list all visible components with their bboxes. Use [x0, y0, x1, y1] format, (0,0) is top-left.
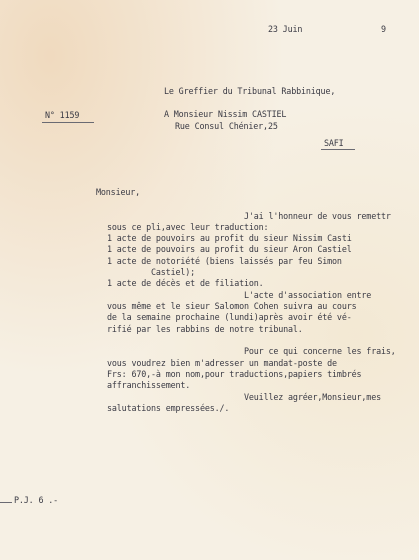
body-line: sous ce pli,avec leur traduction: — [107, 222, 269, 232]
sender-line: Le Greffier du Tribunal Rabbinique, — [164, 86, 336, 96]
reference-underline — [42, 122, 94, 123]
body-line: vous voudrez bien m'adresser un mandat-poste de — [107, 358, 337, 368]
body-line: Veuillez agréer,Monsieur,mes — [244, 392, 381, 402]
recipient-name: A Monsieur Nissim CASTIEL — [164, 109, 287, 119]
enclosure-note: P.J. 6 .- — [14, 495, 59, 505]
body-line: J'ai l'honneur de vous remettr — [244, 211, 391, 221]
body-line: 1 acte de pouvoirs au profit du sieur Nissim Casti — [107, 233, 352, 243]
body-line: 1 acte de pouvoirs au profit du sieur Aron Castiel — [107, 244, 352, 254]
body-line: 1 acte de décès et de filiation. — [107, 278, 264, 288]
city-underline — [321, 149, 355, 150]
page-number: 9 — [381, 24, 386, 34]
recipient-street: Rue Consul Chénier,25 — [175, 121, 278, 131]
body-line: L'acte d'association entre — [244, 290, 372, 300]
letter-date: 23 Juin — [268, 24, 303, 34]
body-line: vous même et le sieur Salomon Cohen suivra au cours — [107, 301, 357, 311]
body-line: Pour ce qui concerne les frais, — [244, 346, 396, 356]
body-line: Castiel); — [151, 267, 196, 277]
recipient-city: SAFI — [324, 138, 344, 148]
salutation: Monsieur, — [96, 187, 141, 197]
body-line: affranchissement. — [107, 380, 191, 390]
body-line: 1 acte de notoriété (biens laissés par feu Simon — [107, 256, 342, 266]
reference-number: N° 1159 — [45, 110, 80, 120]
body-line: rifié par les rabbins de notre tribunal. — [107, 324, 303, 334]
margin-dash — [0, 502, 12, 503]
body-line: de la semaine prochaine (lundi)après avoir été vé- — [107, 312, 352, 322]
body-line: Frs: 670,-à mon nom,pour traductions,papiers timbrés — [107, 369, 362, 379]
body-line: salutations empressées./. — [107, 403, 230, 413]
